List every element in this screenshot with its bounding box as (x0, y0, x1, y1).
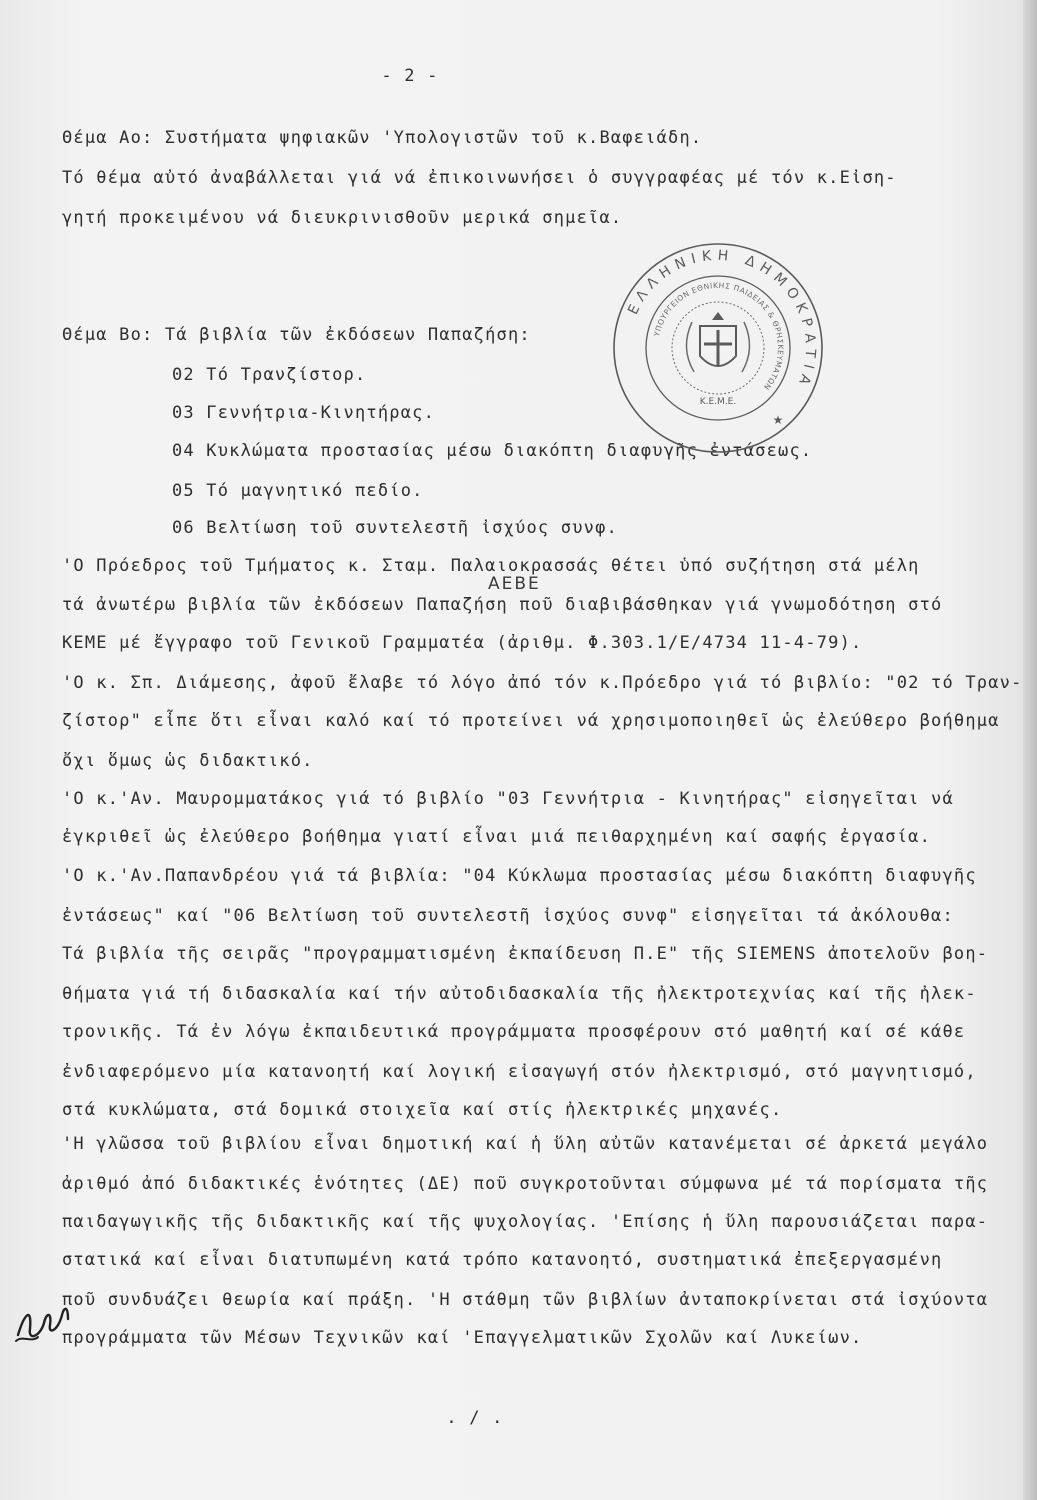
text-line-22: τρονικῆς. Τά ἐν λόγω ἐκπαιδευτικά προγράμματα προσφέρουν στό μαθητή καί σέ κάθε (62, 1022, 966, 1042)
stamp-inner-text: ΥΠΟΥΡΓΕΙΟΝ ΕΘΝΙΚΗΣ ΠΑΙΔΕΙΑΣ & ΘΡΗΣΚΕΥΜΑΤΩΝ (652, 280, 786, 392)
text-line-18: 'Ο κ.'Αν.Παπανδρέου γιά τά βιβλία: "04 Κύκλωμα προστασίας μέσω διακόπτη διαφυγῆς (62, 866, 977, 886)
text-line-19: ἐντάσεως" καί "06 Βελτίωση τοῦ συντελεστῆ ἰσχύος συνφ" εἰσηγεῖται τά ἀκόλουθα: (62, 906, 954, 926)
text-line-21: θήματα γιά τή διδασκαλία καί τήν αὐτοδιδασκαλία τῆς ἠλεκτροτεχνίας καί τῆς ἠλεκ- (62, 984, 977, 1004)
book-item-06: 06 Βελτίωση τοῦ συντελεστῆ ἰσχύος συνφ. (172, 518, 618, 538)
handwritten-note: ΑΕΒΕ (488, 574, 541, 594)
book-item-04: 04 Κυκλώματα προστασίας μέσω διακόπτη διαφυγῆς ἐντάσεως. (172, 441, 813, 461)
text-line-27: παιδαγωγικῆς τῆς διδακτικῆς καί τῆς ψυχολογίας. 'Επίσης ἡ ὕλη παρουσιάζεται παρα- (62, 1212, 989, 1232)
text-line-13: 'Ο κ. Σπ. Διάμεσης, ἀφοῦ ἔλαβε τό λόγο ἀπό τόν κ.Πρόεδρο γιά τό βιβλίο: "02 τό Τραν- (62, 673, 1023, 693)
text-line-17: ἐγκριθεῖ ὡς ἐλεύθερο βοήθημα γιατί εἶναι μιά πειθαρχημένη καί σαφής ἐργασία. (62, 827, 932, 847)
star-icon: ★ (772, 413, 784, 427)
page-number: - 2 - (381, 66, 439, 86)
text-line-2: Τό θέμα αὐτό ἀναβάλλεται γιά νά ἐπικοινωνήσει ὁ συγγραφέας μέ τόν κ.Εἰση- (62, 168, 897, 188)
stamp-outer-text: ΕΛΛΗΝΙΚΗ ΔΗΜΟΚΡΑΤΙΑ (625, 247, 819, 393)
text-line-14: ζίστορ" εἶπε ὅτι εἶναι καλό καί τό προτείνει νά χρησιμοποιηθεῖ ὡς ἐλεύθερο βοήθημα (62, 711, 1000, 731)
page-edge-shadow (1023, 0, 1037, 1500)
text-line-20: Τά βιβλία τῆς σειρᾶς "προγραμματισμένη ἐκπαίδευση Π.Ε" τῆς SIEMENS ἀποτελοῦν βοη- (62, 944, 989, 964)
coat-of-arms-icon (686, 312, 749, 372)
stamp-bottom-text: Κ.Ε.Μ.Ε. (699, 397, 737, 407)
official-stamp (608, 238, 828, 458)
text-line-23: ἐνδιαφερόμενο μία κατανοητή καί λογική εἰσαγωγή στόν ἠλεκτρισμό, στό μαγνητισμό, (62, 1062, 977, 1082)
text-line-10: 'Ο Πρόεδρος τοῦ Τμήματος κ. Σταμ. Παλαιοκρασσάς θέτει ὑπό συζήτηση στά μέλη (62, 556, 920, 576)
text-line-25: 'Η γλῶσσα τοῦ βιβλίου εἶναι δημοτική καί ἡ ὕλη αὐτῶν κατανέμεται σέ ἀρκετά μεγάλο (62, 1134, 989, 1154)
text-line-28: στατικά καί εἶναι διατυπωμένη κατά τρόπο κατανοητό, συστηματικά ἐπεξεργασμένη (62, 1250, 943, 1270)
text-line-4: Θέμα Βο: Τά βιβλία τῶν ἐκδόσεων Παπαζήση: (62, 325, 531, 345)
text-line-12: ΚΕΜΕ μέ ἔγγραφο τοῦ Γενικοῦ Γραμματέα (ἀριθμ. Φ.303.1/Ε/4734 11-4-79). (62, 633, 863, 653)
handwritten-signature (10, 1285, 80, 1355)
continuation-mark: . / . (446, 1408, 504, 1428)
text-line-16: 'Ο κ.'Αν. Μαυρομματάκος γιά τό βιβλίο "03 Γεννήτρια - Κινητήρας" εἰσηγεῖται νά (62, 789, 954, 809)
book-item-02: 02 Τό Τρανζίστορ. (172, 365, 367, 385)
text-line-24: στά κυκλώματα, στά δομικά στοιχεῖα καί στίς ἠλεκτρικές μηχανές. (62, 1100, 783, 1120)
text-line-30: προγράμματα τῶν Μέσων Τεχνικῶν καί 'Επαγγελματικῶν Σχολῶν καί Λυκείων. (62, 1328, 863, 1348)
book-item-03: 03 Γεννήτρια-Κινητήρας. (172, 403, 436, 423)
text-line-29: ποῦ συνδυάζει θεωρία καί πράξη. 'Η στάθμη τῶν βιβλίων ἀνταποκρίνεται στά ἰσχύοντα (62, 1290, 989, 1310)
text-line-3: γητή προκειμένου νά διευκρινισθοῦν μερικά σημεῖα. (62, 208, 623, 228)
book-item-05: 05 Τό μαγνητικό πεδίο. (172, 481, 424, 501)
text-line-26: ἀριθμό ἀπό διδακτικές ἑνότητες (ΔΕ) ποῦ συγκροτοῦνται σύμφωνα μέ τά πορίσματα τῆς (62, 1174, 989, 1194)
text-line-15: ὄχι ὅμως ὡς διδακτικό. (62, 751, 314, 771)
text-line-11: τά ἀνωτέρω βιβλία τῶν ἐκδόσεων Παπαζήση ποῦ διαβιβάσθηκαν γιά γνωμοδότηση στό (62, 595, 943, 615)
text-line-1: Θέμα Αο: Συστήματα ψηφιακῶν 'Υπολογιστῶν τοῦ κ.Βαφειάδη. (62, 128, 703, 148)
